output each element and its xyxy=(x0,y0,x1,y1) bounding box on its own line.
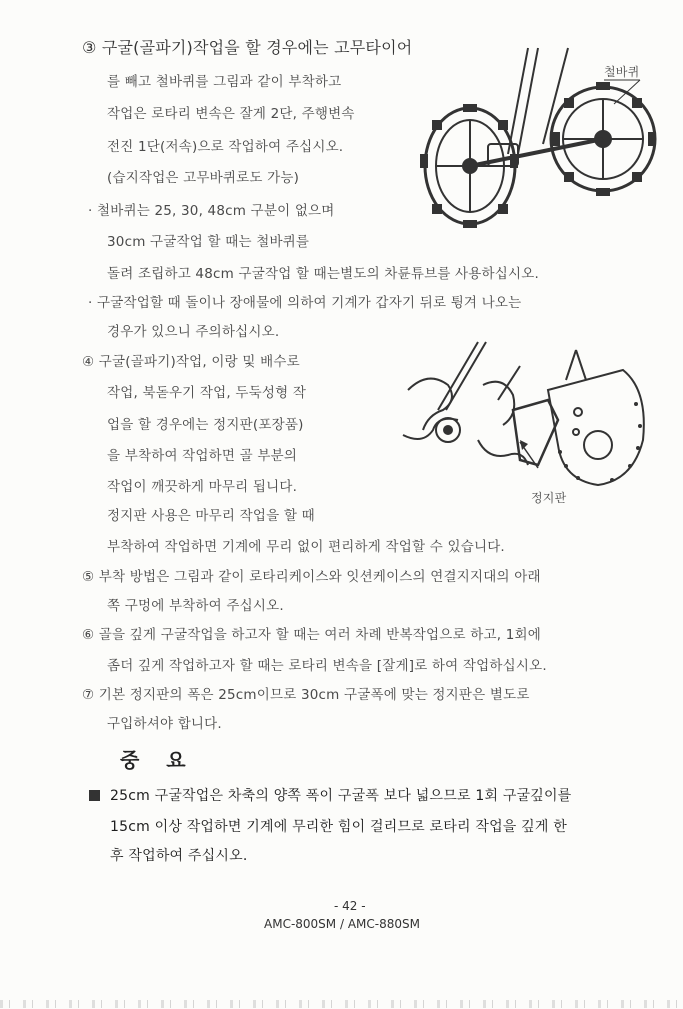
section4-line-2: 작업, 북돋우기 작업, 두둑성형 작 xyxy=(107,385,307,401)
section7-line-2: 구입하셔야 합니다. xyxy=(107,716,222,732)
section5-line-1: ⑤ 부착 방법은 그림과 같이 로타리케이스와 잇션케이스의 연결지지대의 아래 xyxy=(82,569,541,585)
section4-line-6: 정지판 사용은 마무리 작업을 할 때 xyxy=(107,508,315,524)
section3-bullet-2: · 구굴작업할 때 돌이나 장애물에 의하여 기계가 갑자기 뒤로 튕겨 나오는 xyxy=(88,295,522,311)
section3-line-2: 작업은 로타리 변속은 잘게 2단, 주행변속 xyxy=(107,106,355,122)
section4-line-1: ④ 구굴(골파기)작업, 이랑 및 배수로 xyxy=(82,354,300,370)
section3-heading: ③ 구굴(골파기)작업을 할 경우에는 고무타이어 xyxy=(82,38,413,57)
iron-wheel-label: 철바퀴 xyxy=(604,65,640,79)
important-line-3: 후 작업하여 주십시오. xyxy=(110,848,248,864)
important-line-2: 15cm 이상 작업하면 기계에 무리한 힘이 걸리므로 로타리 작업을 깊게 한 xyxy=(110,819,567,835)
page-number: - 42 - xyxy=(334,899,366,913)
section6-line-1: ⑥ 골을 깊게 구굴작업을 하고자 할 때는 여러 차례 반복작업으로 하고, 1회에 xyxy=(82,627,541,643)
section4-line-5: 작업이 깨끗하게 마무리 됩니다. xyxy=(107,479,298,495)
section3-line-3: 전진 1단(저속)으로 작업하여 주십시오. xyxy=(107,139,344,155)
important-title: 중 요 xyxy=(120,748,196,772)
section3-bullet-1: · 철바퀴는 25, 30, 48cm 구분이 없으며 xyxy=(88,203,335,219)
section3-line-9: 경우가 있으니 주의하십시오. xyxy=(107,324,280,340)
ridger-plate-label: 정지판 xyxy=(531,491,567,505)
section4-line-3: 업을 할 경우에는 정지판(포장품) xyxy=(107,417,304,433)
section6-line-2: 좀더 깊게 작업하고자 할 때는 로타리 변속을 [잘게]로 하여 작업하십시오. xyxy=(107,658,547,674)
section4-line-4: 을 부착하여 작업하면 골 부분의 xyxy=(107,448,298,464)
important-line-1: 25cm 구굴작업은 차축의 양쪽 폭이 구굴폭 보다 넓으므로 1회 구굴깊이를 xyxy=(110,788,572,804)
section3-line-1: 를 빼고 철바퀴를 그림과 같이 부착하고 xyxy=(107,74,342,90)
scan-edge-artifact xyxy=(0,1000,683,1008)
section7-line-1: ⑦ 기본 정지판의 폭은 25cm이므로 30cm 구굴폭에 맞는 정지판은 별도로 xyxy=(82,687,530,703)
model-name: AMC-800SM / AMC-880SM xyxy=(264,917,420,931)
important-bullet-square xyxy=(89,790,100,801)
section3-line-6: 30cm 구굴작업 할 때는 철바퀴를 xyxy=(107,234,310,250)
section3-line-4: (습지작업은 고무바퀴로도 가능) xyxy=(107,170,300,186)
section4-line-7: 부착하여 작업하면 기계에 무리 없이 편리하게 작업할 수 있습니다. xyxy=(107,539,505,555)
ridger-plate-figure xyxy=(398,340,653,490)
section5-line-2: 쪽 구멍에 부착하여 주십시오. xyxy=(107,598,284,614)
section3-line-7: 돌려 조립하고 48cm 구굴작업 할 때는별도의 차륜튜브를 사용하십시오. xyxy=(107,266,539,282)
